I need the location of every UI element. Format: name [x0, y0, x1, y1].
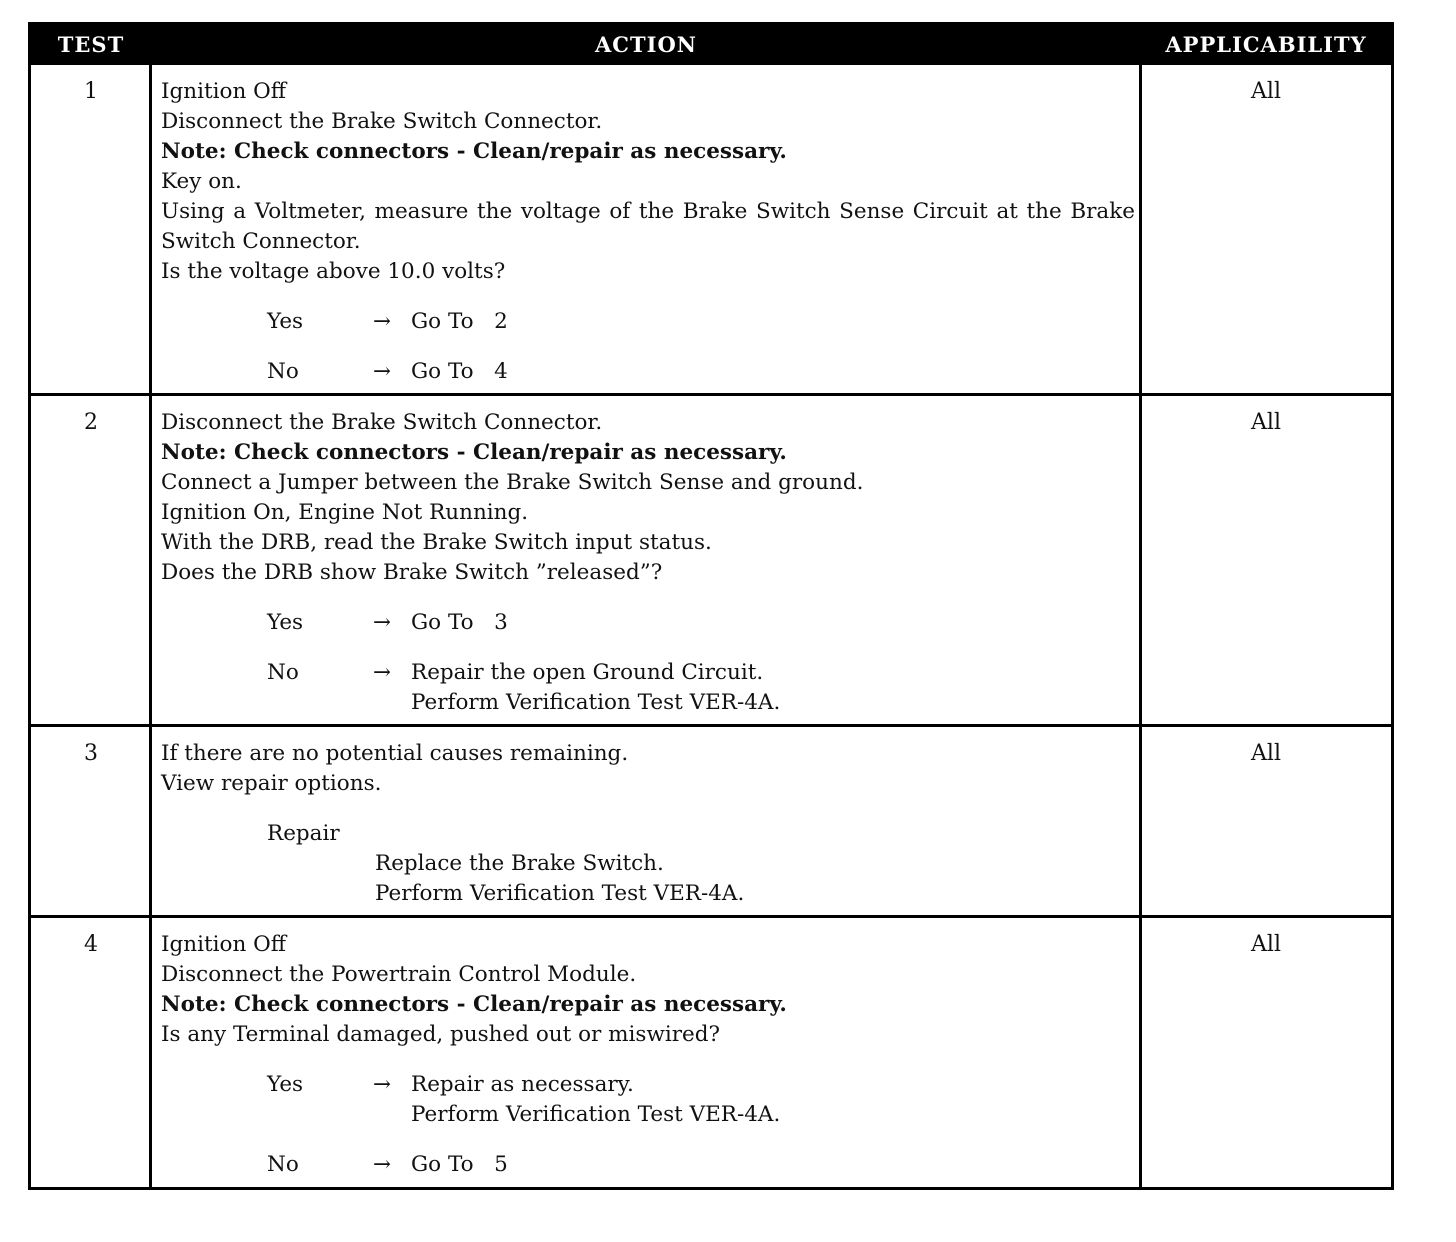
note-text: Note: Check connectors - Clean/repair as necessary. — [161, 992, 787, 1017]
action-line: Is any Terminal damaged, pushed out or miswired? — [161, 1022, 721, 1047]
branch-text: Go To 2 — [411, 309, 508, 334]
action-line: With the DRB, read the Brake Switch input status. — [161, 530, 712, 555]
arrow-icon: → — [373, 1152, 392, 1177]
branch-text: Go To 5 — [411, 1152, 508, 1177]
action-note — [161, 137, 1135, 167]
branch-text-line: Repair the open Ground Circuit. — [411, 660, 764, 685]
note-text: Note: Check connectors - Clean/repair as necessary. — [161, 440, 787, 465]
branch-yes — [161, 307, 1135, 337]
branch-text-line: Perform Verification Test VER-4A. — [411, 1102, 781, 1127]
note-text: Note: Check connectors - Clean/repair as necessary. — [161, 139, 787, 164]
repair-line: Replace the Brake Switch. — [375, 851, 664, 876]
test-number: 3 — [84, 741, 98, 766]
table-row — [31, 727, 1391, 915]
action-line: Is the voltage above 10.0 volts? — [161, 259, 506, 284]
branch-key: Yes — [267, 309, 304, 334]
test-number: 4 — [84, 932, 98, 957]
arrow-icon: → — [373, 359, 392, 384]
applicability-cell: All — [1251, 741, 1281, 766]
branch-no — [161, 1150, 1135, 1180]
table-header — [31, 25, 1391, 65]
action-cell — [161, 408, 1135, 718]
action-cell — [161, 930, 1135, 1180]
arrow-icon: → — [373, 610, 392, 635]
applicability-cell: All — [1251, 79, 1281, 104]
header-test: TEST — [57, 32, 125, 57]
branch-key: No — [267, 1152, 299, 1177]
action-line: Disconnect the Brake Switch Connector. — [161, 109, 603, 134]
branch-text — [411, 658, 1135, 718]
applicability-cell: All — [1251, 410, 1281, 435]
action-line: Using a Voltmeter, measure the voltage of the Brake Switch Sense Circuit at the Brake Switch Connector. — [161, 199, 1135, 254]
branch-text: Go To 3 — [411, 610, 508, 635]
arrow-icon: → — [373, 660, 392, 685]
action-line: Ignition Off — [161, 79, 287, 104]
action-line: If there are no potential causes remaining. — [161, 741, 629, 766]
branch-no — [161, 658, 1135, 718]
action-note — [161, 438, 1135, 468]
branch-key: No — [267, 359, 299, 384]
diagnostic-test-table — [28, 22, 1394, 1190]
branch-text-line: Repair as necessary. — [411, 1072, 634, 1097]
arrow-icon: → — [373, 309, 392, 334]
action-line: Does the DRB show Brake Switch ”released”? — [161, 560, 663, 585]
branch-text: Go To 4 — [411, 359, 508, 384]
header-applicability: APPLICABILITY — [1165, 32, 1367, 57]
table-row — [31, 65, 1391, 393]
branch-key: Yes — [267, 610, 304, 635]
branch-key: Yes — [267, 1072, 304, 1097]
arrow-icon: → — [373, 1072, 392, 1097]
applicability-cell: All — [1251, 932, 1281, 957]
branch-key: No — [267, 660, 299, 685]
action-line: Connect a Jumper between the Brake Switch Sense and ground. — [161, 470, 864, 495]
branch-yes — [161, 608, 1135, 638]
table-row — [31, 396, 1391, 724]
repair-label: Repair — [267, 821, 340, 846]
table-row — [31, 918, 1391, 1187]
action-line: Disconnect the Brake Switch Connector. — [161, 410, 603, 435]
branch-yes — [161, 1070, 1135, 1130]
action-line: Ignition On, Engine Not Running. — [161, 500, 529, 525]
action-line: Disconnect the Powertrain Control Module. — [161, 962, 637, 987]
header-action: ACTION — [595, 32, 697, 57]
action-line: View repair options. — [161, 771, 382, 796]
action-note — [161, 990, 1135, 1020]
branch-text — [411, 1070, 1135, 1130]
action-line: Ignition Off — [161, 932, 287, 957]
action-line: Key on. — [161, 169, 242, 194]
branch-text-line: Perform Verification Test VER-4A. — [411, 690, 781, 715]
test-number: 2 — [84, 410, 98, 435]
action-cell — [161, 739, 1135, 909]
branch-no — [161, 357, 1135, 387]
repair-line: Perform Verification Test VER-4A. — [375, 881, 745, 906]
test-number: 1 — [84, 79, 98, 104]
action-cell — [161, 77, 1135, 387]
